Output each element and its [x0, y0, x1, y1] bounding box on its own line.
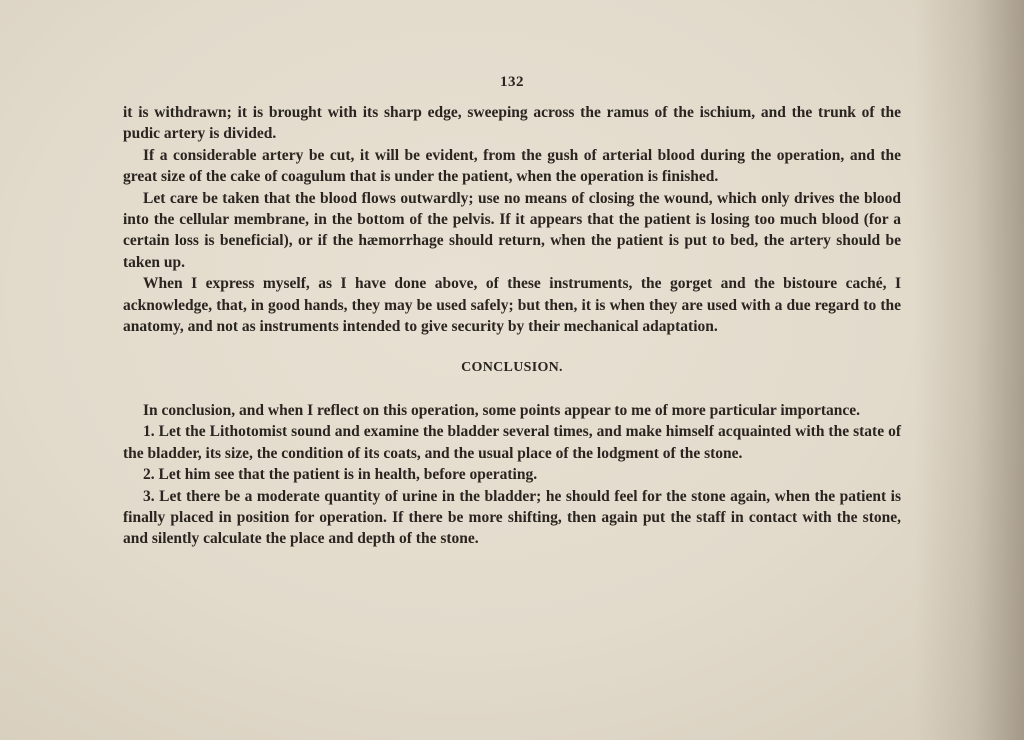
page-gutter-shadow — [914, 0, 1024, 740]
body-text — [123, 102, 901, 550]
paragraph-continuation: it is withdrawn; it is brought with its sharp edge, sweeping across the ramus of the ischium, and the trunk of the pudic artery is divided. — [123, 104, 901, 143]
paragraph-point-2: 2. Let him see that the patient is in health, before operating. — [143, 466, 538, 484]
paragraph-blood-flow: Let care be taken that the blood flows outwardly; use no means of closing the wound, which only drives the blood into the cellular membrane, in the bottom of the pelvis. If it appears that the patient is losing too much blood (for a certain loss is beneficial), or if the hæmorrhage should return, when the patient is put to bed, the artery should be taken up. — [123, 189, 901, 271]
paragraph-artery-cut: If a considerable artery be cut, it will be evident, from the gush of arterial blood during the operation, and the great size of the cake of coagulum that is under the patient, when the operation is finished. — [123, 146, 901, 186]
section-heading: CONCLUSION. — [461, 360, 563, 376]
paragraph-instruments: When I express myself, as I have done above, of these instruments, the gorget and the bistoure caché, I acknowledge, that, in good hands, they may be used safely; but then, it is when they are used with a due regard to the anatomy, and not as instruments intended to give security by their mechanical adaptation. — [123, 275, 901, 336]
paragraph-point-1: 1. Let the Lithotomist sound and examine the bladder several times, and make himself acquainted with the state of the bladder, its size, the condition of its coats, and the usual place of the lodgment of the stone. — [123, 423, 901, 462]
page-number: 132 — [500, 74, 524, 90]
paragraph-conclusion-intro: In conclusion, and when I reflect on this operation, some points appear to me of more particular importance. — [143, 401, 861, 419]
paragraph-point-3: 3. Let there be a moderate quantity of urine in the bladder; he should feel for the stone again, when the patient is finally placed in position for operation. If there be more shifting, then again put the staff in contact with the stone, and silently calculate the place and depth of the stone. — [123, 487, 901, 548]
